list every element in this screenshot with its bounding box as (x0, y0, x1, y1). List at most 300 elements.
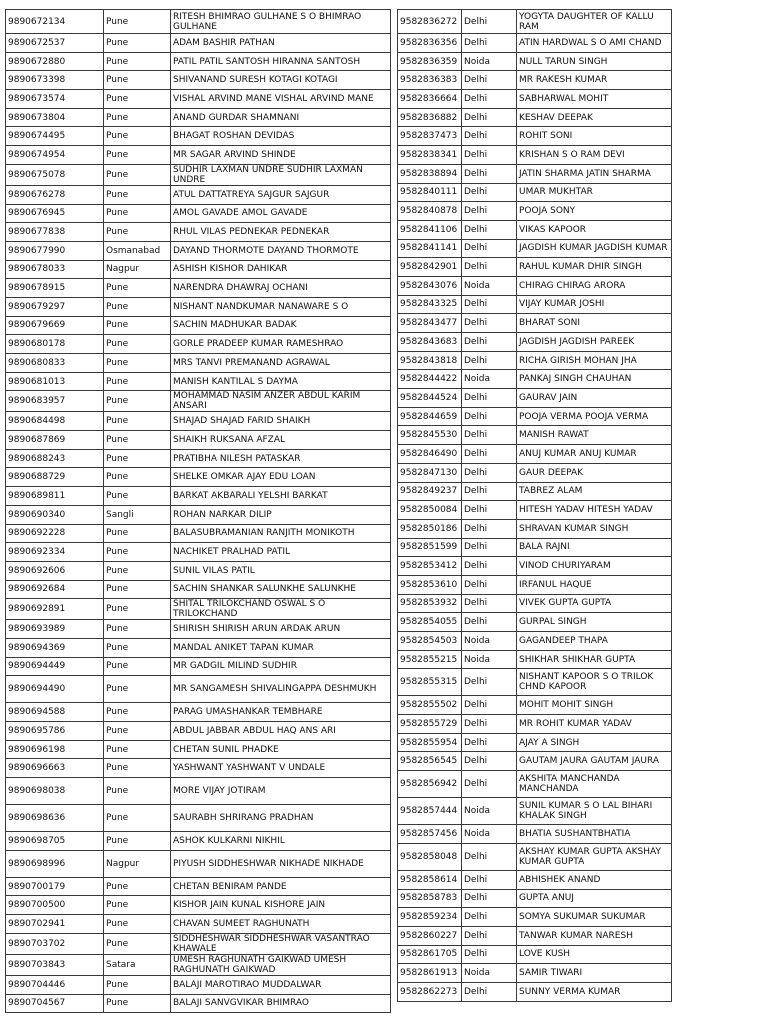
name-cell: MORE VIJAY JOTIRAM (171, 778, 391, 805)
phone-cell: 9890681013 (6, 372, 104, 391)
city-cell: Pune (104, 657, 171, 676)
name-cell: MOHAMMAD NASIM ANZER ABDUL KARIM ANSARI (171, 391, 391, 412)
phone-cell: 9582855215 (398, 650, 462, 669)
table-row (6, 146, 391, 165)
city-cell: Pune (104, 915, 171, 934)
left-table (5, 9, 391, 1013)
phone-cell: 9582850084 (398, 501, 462, 520)
city-cell: Delhi (462, 771, 517, 798)
city-cell: Pune (104, 412, 171, 431)
phone-cell: 9890692228 (6, 524, 104, 543)
phone-cell: 9890674954 (6, 146, 104, 165)
table-row (398, 733, 672, 752)
city-cell: Pune (104, 676, 171, 703)
phone-cell: 9582844659 (398, 407, 462, 426)
phone-cell: 9582843325 (398, 295, 462, 314)
phone-cell: 9582841141 (398, 239, 462, 258)
table-row (398, 71, 672, 90)
phone-cell: 9890677838 (6, 223, 104, 242)
name-cell: MANDAL ANIKET TAPAN KUMAR (171, 638, 391, 657)
name-cell: AKSHITA MANCHANDA MANCHANDA (517, 771, 672, 798)
table-row (6, 223, 391, 242)
city-cell: Delhi (462, 445, 517, 464)
name-cell: MANISH KANTILAL S DAYMA (171, 372, 391, 391)
city-cell: Pune (104, 52, 171, 71)
city-cell: Delhi (462, 926, 517, 945)
name-cell: SHITAL TRILOKCHAND OSWAL S O TRILOKCHAND (171, 599, 391, 620)
city-cell: Noida (462, 964, 517, 983)
name-cell: PANKAJ SINGH CHAUHAN (517, 370, 672, 389)
name-cell: SAMIR TIWARI (517, 964, 672, 983)
right-table (397, 9, 672, 1002)
phone-cell: 9890679669 (6, 316, 104, 335)
table-row (6, 372, 391, 391)
table-row (398, 519, 672, 538)
city-cell: Delhi (462, 71, 517, 90)
name-cell: VIVEK GUPTA GUPTA (517, 594, 672, 613)
phone-cell: 9582858783 (398, 889, 462, 908)
table-row (6, 354, 391, 373)
phone-cell: 9582842901 (398, 258, 462, 277)
city-cell: Pune (104, 10, 171, 34)
city-cell: Delhi (462, 501, 517, 520)
city-cell: Delhi (462, 557, 517, 576)
name-cell: PIYUSH SIDDHESHWAR NIKHADE NIKHADE (171, 850, 391, 877)
name-cell: SOMYA SUKUMAR SUKUMAR (517, 908, 672, 927)
city-cell: Pune (104, 335, 171, 354)
city-cell: Pune (104, 703, 171, 722)
table-row (6, 431, 391, 450)
phone-cell: 9890696198 (6, 740, 104, 759)
table-row (6, 832, 391, 851)
city-cell: Pune (104, 431, 171, 450)
table-row (6, 297, 391, 316)
name-cell: BALAJI MAROTIRAO MUDDALWAR (171, 975, 391, 994)
city-cell: Pune (104, 877, 171, 896)
table-row (6, 34, 391, 53)
table-row (398, 239, 672, 258)
name-cell: RICHA GIRISH MOHAN JHA (517, 351, 672, 370)
table-row (6, 933, 391, 954)
table-row (6, 391, 391, 412)
table-row (398, 843, 672, 870)
city-cell: Pune (104, 185, 171, 204)
city-cell: Delhi (462, 239, 517, 258)
name-cell: BALA RAJNI (517, 538, 672, 557)
phone-cell: 9890672134 (6, 10, 104, 34)
city-cell: Delhi (462, 146, 517, 165)
city-cell: Delhi (462, 696, 517, 715)
table-row (398, 52, 672, 71)
phone-cell: 9890703843 (6, 954, 104, 975)
name-cell: ADAM BASHIR PATHAN (171, 34, 391, 53)
phone-cell: 9890693989 (6, 620, 104, 639)
table-row (398, 10, 672, 34)
city-cell: Pune (104, 71, 171, 90)
name-cell: ATIN HARDWAL S O AMI CHAND (517, 34, 672, 53)
city-cell: Osmanabad (104, 241, 171, 260)
table-row (6, 52, 391, 71)
city-cell: Pune (104, 896, 171, 915)
name-cell: GORLE PRADEEP KUMAR RAMESHRAO (171, 335, 391, 354)
table-row (398, 557, 672, 576)
phone-cell: 9582846490 (398, 445, 462, 464)
phone-cell: 9582856942 (398, 771, 462, 798)
name-cell: BHARAT SONI (517, 314, 672, 333)
phone-cell: 9890678033 (6, 260, 104, 279)
name-cell: GAUTAM JAURA GAUTAM JAURA (517, 752, 672, 771)
table-row (398, 202, 672, 221)
name-cell: SUNIL VILAS PATIL (171, 561, 391, 580)
name-cell: RAHUL KUMAR DHIR SINGH (517, 258, 672, 277)
city-cell: Delhi (462, 351, 517, 370)
city-cell: Delhi (462, 519, 517, 538)
name-cell: NISHANT NANDKUMAR NANAWARE S O (171, 297, 391, 316)
city-cell: Delhi (462, 10, 517, 34)
table-row (398, 798, 672, 825)
phone-cell: 9890703702 (6, 933, 104, 954)
city-cell: Pune (104, 449, 171, 468)
phone-cell: 9890700500 (6, 896, 104, 915)
phone-cell: 9582858614 (398, 870, 462, 889)
name-cell: GAUR DEEPAK (517, 463, 672, 482)
city-cell: Pune (104, 487, 171, 506)
city-cell: Pune (104, 620, 171, 639)
table-row (398, 594, 672, 613)
name-cell: AMOL GAVADE AMOL GAVADE (171, 204, 391, 223)
name-cell: POOJA SONY (517, 202, 672, 221)
phone-cell: 9582853610 (398, 575, 462, 594)
name-cell: MR SAGAR ARVIND SHINDE (171, 146, 391, 165)
name-cell: ROHIT SONI (517, 127, 672, 146)
phone-cell: 9890698636 (6, 805, 104, 832)
name-cell: TANWAR KUMAR NARESH (517, 926, 672, 945)
city-cell: Noida (462, 276, 517, 295)
city-cell: Delhi (462, 295, 517, 314)
phone-cell: 9890673804 (6, 108, 104, 127)
city-cell: Delhi (462, 908, 517, 927)
phone-cell: 9582862273 (398, 982, 462, 1001)
name-cell: VINOD CHURIYARAM (517, 557, 672, 576)
name-cell: GUPTA ANUJ (517, 889, 672, 908)
name-cell: SHELKE OMKAR AJAY EDU LOAN (171, 468, 391, 487)
city-cell: Noida (462, 825, 517, 844)
table-row (398, 632, 672, 651)
table-row (398, 407, 672, 426)
name-cell: PATIL PATIL SANTOSH HIRANNA SANTOSH (171, 52, 391, 71)
table-row (6, 449, 391, 468)
phone-cell: 9890673574 (6, 90, 104, 109)
city-cell: Pune (104, 832, 171, 851)
phone-cell: 9582854503 (398, 632, 462, 651)
table-row (398, 463, 672, 482)
city-cell: Delhi (462, 127, 517, 146)
table-row (6, 620, 391, 639)
table-row (398, 501, 672, 520)
table-row (6, 759, 391, 778)
phone-cell: 9890690340 (6, 505, 104, 524)
table-row (6, 561, 391, 580)
name-cell: SAURABH SHRIRANG PRADHAN (171, 805, 391, 832)
phone-cell: 9890672537 (6, 34, 104, 53)
table-row (398, 945, 672, 964)
phone-cell: 9582844524 (398, 389, 462, 408)
name-cell: NARENDRA DHAWRAJ OCHANI (171, 279, 391, 298)
phone-cell: 9890689811 (6, 487, 104, 506)
phone-cell: 9890678915 (6, 279, 104, 298)
table-row (398, 164, 672, 183)
city-cell: Pune (104, 722, 171, 741)
city-cell: Pune (104, 34, 171, 53)
table-row (6, 316, 391, 335)
city-cell: Delhi (462, 575, 517, 594)
table-row (398, 183, 672, 202)
phone-cell: 9890692891 (6, 599, 104, 620)
table-row (6, 10, 391, 34)
table-row (398, 696, 672, 715)
table-row (398, 908, 672, 927)
table-row (6, 127, 391, 146)
city-cell: Nagpur (104, 260, 171, 279)
phone-cell: 9890675078 (6, 164, 104, 185)
phone-cell: 9582836359 (398, 52, 462, 71)
city-cell: Pune (104, 354, 171, 373)
city-cell: Pune (104, 279, 171, 298)
city-cell: Pune (104, 580, 171, 599)
phone-cell: 9890704567 (6, 994, 104, 1013)
table-row (6, 164, 391, 185)
table-row (398, 108, 672, 127)
table-row (398, 295, 672, 314)
table-row (398, 333, 672, 352)
name-cell: VIJAY KUMAR JOSHI (517, 295, 672, 314)
table-row (6, 676, 391, 703)
phone-cell: 9890692606 (6, 561, 104, 580)
table-row (6, 703, 391, 722)
name-cell: SHRAVAN KUMAR SINGH (517, 519, 672, 538)
city-cell: Pune (104, 468, 171, 487)
table-row (398, 258, 672, 277)
table-row (6, 335, 391, 354)
city-cell: Pune (104, 638, 171, 657)
table-row (6, 185, 391, 204)
phone-cell: 9582836356 (398, 34, 462, 53)
phone-cell: 9582861913 (398, 964, 462, 983)
table-row (398, 426, 672, 445)
phone-cell: 9890698705 (6, 832, 104, 851)
phone-cell: 9890702941 (6, 915, 104, 934)
name-cell: SHIKHAR SHIKHAR GUPTA (517, 650, 672, 669)
name-cell: MR GADGIL MILIND SUDHIR (171, 657, 391, 676)
name-cell: ROHAN NARKAR DILIP (171, 505, 391, 524)
city-cell: Sangli (104, 505, 171, 524)
city-cell: Pune (104, 297, 171, 316)
city-cell: Delhi (462, 715, 517, 734)
phone-cell: 9890684498 (6, 412, 104, 431)
name-cell: SACHIN MADHUKAR BADAK (171, 316, 391, 335)
phone-cell: 9582861705 (398, 945, 462, 964)
phone-cell: 9582836664 (398, 90, 462, 109)
table-row (398, 314, 672, 333)
name-cell: POOJA VERMA POOJA VERMA (517, 407, 672, 426)
table-row (398, 926, 672, 945)
phone-cell: 9582853932 (398, 594, 462, 613)
city-cell: Pune (104, 524, 171, 543)
table-row (6, 505, 391, 524)
table-row (398, 669, 672, 696)
name-cell: KISHOR JAIN KUNAL KISHORE JAIN (171, 896, 391, 915)
name-cell: RHUL VILAS PEDNEKAR PEDNEKAR (171, 223, 391, 242)
name-cell: NACHIKET PRALHAD PATIL (171, 543, 391, 562)
table-row (6, 468, 391, 487)
phone-cell: 9890688729 (6, 468, 104, 487)
table-row (6, 778, 391, 805)
phone-cell: 9890680833 (6, 354, 104, 373)
name-cell: YOGYTA DAUGHTER OF KALLU RAM (517, 10, 672, 34)
city-cell: Noida (462, 52, 517, 71)
phone-cell: 9582857456 (398, 825, 462, 844)
table-row (398, 870, 672, 889)
city-cell: Pune (104, 994, 171, 1013)
table-row (398, 538, 672, 557)
table-row (398, 752, 672, 771)
table-row (398, 445, 672, 464)
city-cell: Delhi (462, 220, 517, 239)
table-row (398, 771, 672, 798)
name-cell: ANAND GURDAR SHAMNANI (171, 108, 391, 127)
name-cell: JATIN SHARMA JATIN SHARMA (517, 164, 672, 183)
name-cell: SHIRISH SHIRISH ARUN ARDAK ARUN (171, 620, 391, 639)
phone-cell: 9582836882 (398, 108, 462, 127)
phone-cell: 9890698996 (6, 850, 104, 877)
phone-cell: 9890698038 (6, 778, 104, 805)
phone-cell: 9582849237 (398, 482, 462, 501)
table-row (6, 260, 391, 279)
phone-cell: 9890676945 (6, 204, 104, 223)
table-row (6, 975, 391, 994)
name-cell: MRS TANVI PREMANAND AGRAWAL (171, 354, 391, 373)
city-cell: Pune (104, 543, 171, 562)
city-cell: Delhi (462, 202, 517, 221)
city-cell: Delhi (462, 733, 517, 752)
name-cell: MR SANGAMESH SHIVALINGAPPA DESHMUKH (171, 676, 391, 703)
name-cell: BALAJI SANVGVIKAR BHIMRAO (171, 994, 391, 1013)
phone-cell: 9890672880 (6, 52, 104, 71)
table-row (398, 575, 672, 594)
city-cell: Pune (104, 933, 171, 954)
table-row (6, 994, 391, 1013)
table-row (398, 389, 672, 408)
table-row (6, 599, 391, 620)
table-row (398, 482, 672, 501)
phone-cell: 9890704446 (6, 975, 104, 994)
phone-cell: 9890677990 (6, 241, 104, 260)
name-cell: NISHANT KAPOOR S O TRILOK CHND KAPOOR (517, 669, 672, 696)
name-cell: AKSHAY KUMAR GUPTA AKSHAY KUMAR GUPTA (517, 843, 672, 870)
name-cell: SIDDHESHWAR SIDDHESHWAR VASANTRAO KHAWALE (171, 933, 391, 954)
name-cell: BARKAT AKBARALI YELSHI BARKAT (171, 487, 391, 506)
phone-cell: 9890694588 (6, 703, 104, 722)
city-cell: Pune (104, 223, 171, 242)
table-row (6, 241, 391, 260)
phone-cell: 9582855315 (398, 669, 462, 696)
name-cell: ABHISHEK ANAND (517, 870, 672, 889)
name-cell: ASHISH KISHOR DAHIKAR (171, 260, 391, 279)
phone-cell: 9582853412 (398, 557, 462, 576)
city-cell: Delhi (462, 90, 517, 109)
city-cell: Delhi (462, 258, 517, 277)
table-row (6, 90, 391, 109)
city-cell: Pune (104, 372, 171, 391)
table-row (398, 889, 672, 908)
table-row (6, 722, 391, 741)
name-cell: MOHIT MOHIT SINGH (517, 696, 672, 715)
table-row (398, 650, 672, 669)
phone-cell: 9890687869 (6, 431, 104, 450)
name-cell: HITESH YADAV HITESH YADAV (517, 501, 672, 520)
table-row (398, 825, 672, 844)
city-cell: Pune (104, 975, 171, 994)
phone-cell: 9890692684 (6, 580, 104, 599)
city-cell: Satara (104, 954, 171, 975)
phone-cell: 9582845530 (398, 426, 462, 445)
city-cell: Noida (462, 798, 517, 825)
phone-cell: 9582851599 (398, 538, 462, 557)
phone-cell: 9582840878 (398, 202, 462, 221)
phone-cell: 9890696663 (6, 759, 104, 778)
city-cell: Noida (462, 632, 517, 651)
city-cell: Pune (104, 204, 171, 223)
city-cell: Delhi (462, 982, 517, 1001)
phone-cell: 9582854055 (398, 613, 462, 632)
city-cell: Delhi (462, 183, 517, 202)
city-cell: Delhi (462, 752, 517, 771)
phone-cell: 9890679297 (6, 297, 104, 316)
name-cell: RITESH BHIMRAO GULHANE S O BHIMRAO GULHANE (171, 10, 391, 34)
table-row (398, 276, 672, 295)
table-row (6, 740, 391, 759)
phone-cell: 9582855502 (398, 696, 462, 715)
name-cell: CHIRAG CHIRAG ARORA (517, 276, 672, 295)
table-row (398, 982, 672, 1001)
city-cell: Delhi (462, 108, 517, 127)
phone-cell: 9890688243 (6, 449, 104, 468)
phone-cell: 9582843076 (398, 276, 462, 295)
name-cell: DAYAND THORMOTE DAYAND THORMOTE (171, 241, 391, 260)
phone-cell: 9582844422 (398, 370, 462, 389)
name-cell: GAURAV JAIN (517, 389, 672, 408)
table-row (6, 204, 391, 223)
name-cell: BHATIA SUSHANTBHATIA (517, 825, 672, 844)
phone-cell: 9890695786 (6, 722, 104, 741)
city-cell: Delhi (462, 669, 517, 696)
phone-cell: 9582836383 (398, 71, 462, 90)
name-cell: TABREZ ALAM (517, 482, 672, 501)
table-row (6, 279, 391, 298)
name-cell: SUDHIR LAXMAN UNDRE SUDHIR LAXMAN UNDRE (171, 164, 391, 185)
city-cell: Delhi (462, 613, 517, 632)
table-row (6, 524, 391, 543)
city-cell: Pune (104, 90, 171, 109)
table-row (6, 850, 391, 877)
city-cell: Delhi (462, 407, 517, 426)
phone-cell: 9890694449 (6, 657, 104, 676)
name-cell: LOVE KUSH (517, 945, 672, 964)
name-cell: CHAVAN SUMEET RAGHUNATH (171, 915, 391, 934)
name-cell: VISHAL ARVIND MANE VISHAL ARVIND MANE (171, 90, 391, 109)
table-row (6, 412, 391, 431)
name-cell: SHAJAD SHAJAD FARID SHAIKH (171, 412, 391, 431)
